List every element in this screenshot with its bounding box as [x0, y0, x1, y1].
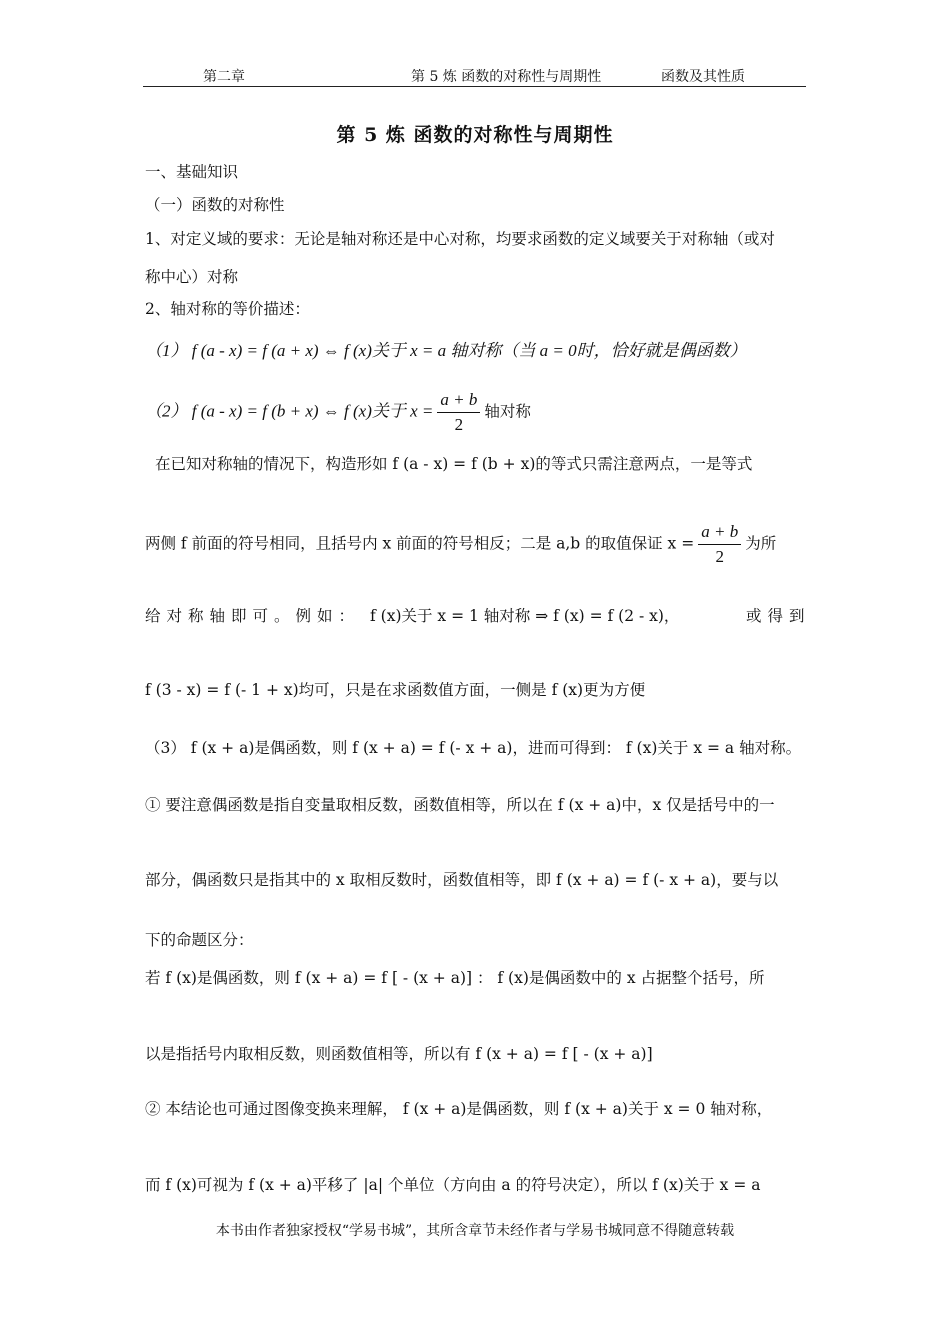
paragraph-text: 为所: [745, 534, 777, 553]
fraction-denominator: 2: [454, 415, 464, 434]
fraction: [437, 390, 480, 435]
formula-line: [145, 390, 531, 435]
formula-suffix: 轴对称: [484, 402, 531, 421]
header-section: 第 5 炼 函数的对称性与周期性: [411, 69, 602, 85]
paragraph-line: 若 f (x)是偶函数，则 f (x + a) = f [ - (x + a)] ： f (x)是偶函数中的 x 占据整个括号，所: [145, 969, 765, 987]
paragraph-line: 称中心）对称: [145, 268, 239, 286]
section-heading: 一、基础知识: [145, 163, 239, 181]
formula-line: [145, 336, 747, 361]
paragraph-line: 以是指括号内取相反数，则函数值相等，所以有 f (x + a) = f [ - (x + a)]: [145, 1045, 653, 1063]
subsection-heading: （一）函数的对称性: [145, 196, 285, 214]
page-title: 第 5 炼 函数的对称性与周期性: [336, 124, 614, 146]
paragraph-line: f (3 - x) = f (- 1 + x)均可，只是在求函数值方面，一侧是 f (x)更为方便: [145, 681, 646, 699]
paragraph-line: [145, 522, 776, 567]
paragraph-line: 而 f (x)可视为 f (x + a)平移了 |a| 个单位（方向由 a 的符号决定），所以 f (x)关于 x = a: [145, 1176, 761, 1194]
paragraph-line: ① 要注意偶函数是指自变量取相反数，函数值相等，所以在 f (x + a)中，x 仅是括号中的一: [145, 796, 775, 814]
header-rule: [143, 86, 806, 87]
fraction-denominator: 2: [715, 547, 724, 566]
paragraph-line: 2、轴对称的等价描述：: [145, 300, 310, 318]
paragraph-line: 部分，偶函数只是指其中的 x 取相反数时，函数值相等，即 f (x + a) = f (- x + a)，要与以: [145, 871, 779, 889]
formula-text: （2） f (a - x) = f (b + x) ⇔ f (x)关于 x =: [145, 401, 434, 421]
header-topic: 函数及其性质: [661, 69, 745, 85]
fraction-numerator: a + b: [698, 522, 741, 545]
paragraph-line: 给对称轴即可。例如：: [145, 607, 361, 625]
header-chapter: 第二章: [203, 69, 245, 85]
copyright-footer: 本书由作者独家授权“学易书城”，其所含章节未经作者与学易书城同意不得随意转载: [215, 1223, 735, 1239]
fraction: [698, 522, 741, 567]
paragraph-text: 或得到: [746, 607, 811, 625]
fraction-numerator: a + b: [437, 390, 480, 413]
paragraph-line: （3） f (x + a)是偶函数，则 f (x + a) = f (- x + a)，进而可得到： f (x)关于 x = a 轴对称。: [145, 739, 802, 757]
paragraph-line: 下的命题区分：: [145, 931, 254, 949]
paragraph-line: 在已知对称轴的情况下，构造形如 f (a - x) = f (b + x)的等式只需注意两点，一是等式: [155, 455, 753, 473]
paragraph-line: 1、对定义域的要求：无论是轴对称还是中心对称，均要求函数的定义域要关于对称轴（或对: [145, 230, 775, 248]
formula-text: （1） f (a - x) = f (a + x) ⇔ f (x)关于 x = a 轴对称（当 a = 0时，恰好就是偶函数）: [145, 341, 747, 360]
paragraph-text: 两侧 f 前面的符号相同，且括号内 x 前面的符号相反；二是 a,b 的取值保证 x =: [145, 534, 695, 553]
paragraph-line: ② 本结论也可通过图像变换来理解， f (x + a)是偶函数，则 f (x + a)关于 x = 0 轴对称，: [145, 1100, 773, 1118]
formula-text: f (x)关于 x = 1 轴对称 ⇒ f (x) = f (2 - x)，: [370, 607, 680, 625]
